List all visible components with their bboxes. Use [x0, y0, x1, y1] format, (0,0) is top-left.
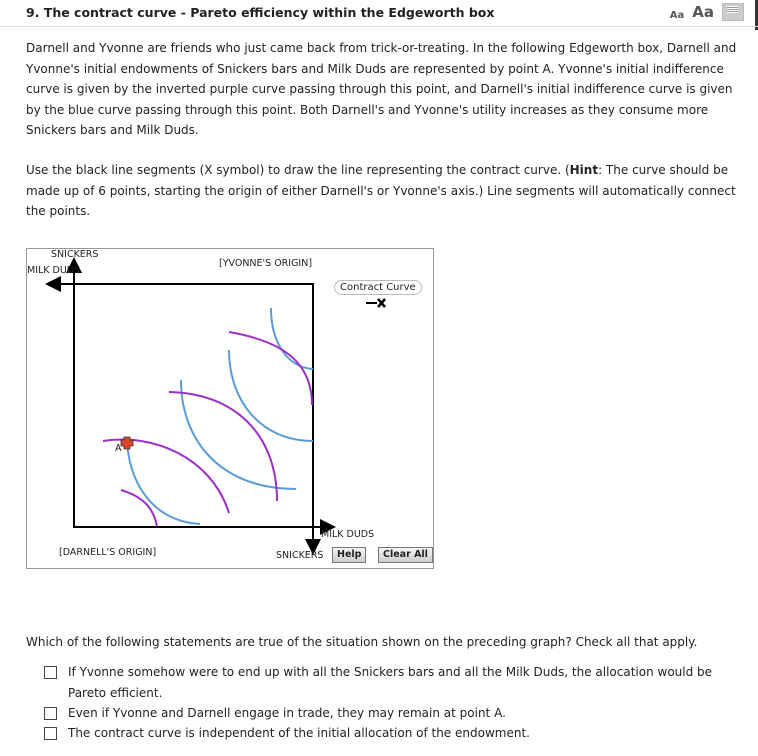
darnell-origin-label: [DARNELL'S ORIGIN]: [59, 547, 157, 558]
checkbox[interactable]: [44, 727, 57, 740]
checkbox[interactable]: [44, 666, 57, 679]
milkduds-top-label: MILK DUDS: [27, 265, 81, 276]
clear-all-button[interactable]: Clear All: [378, 547, 433, 563]
graph-canvas[interactable]: [27, 249, 433, 568]
print-icon[interactable]: [722, 3, 744, 21]
snickers-top-label: SNICKERS: [51, 249, 99, 260]
edgeworth-box-graph[interactable]: [26, 248, 434, 569]
option-3[interactable]: [44, 723, 734, 744]
yvonne-origin-label: [YVONNE'S ORIGIN]: [219, 258, 313, 269]
intro-text: Darnell and Yvonne are friends who just came back from trick-or-treating. In the following Edgeworth box, Darnell and Yvonne's initial endowments of Snickers bars and Milk Duds are represented by point A. Yvonne's initial indifference curve is given by the inverted purple curve passing through this point, and Darnell's initial indifference curve is given by the blue curve passing through this point. Both Darnell's and Yvonne's utility increases as they consume more Snickers bars and Milk Duds.: [26, 41, 737, 137]
instr-pre: Use the black line segments (X symbol) to draw the line representing the contract curve. (: [26, 163, 570, 177]
followup-prompt: Which of the following statements are true of the situation shown on the preceding graph? Check all that apply.: [26, 635, 698, 649]
increase-font-button[interactable]: Aa: [692, 3, 714, 21]
contract-curve-tool-label[interactable]: Contract Curve: [334, 280, 422, 295]
option-label: If Yvonne somehow were to end up with all the Snickers bars and all the Milk Duds, the allocation would be Pareto efficient.: [68, 665, 713, 700]
instr-post: : The curve should be made up of 6 points, starting the origin of either Darnell's or Yvonne's axis.) Line segments will automatically connect the points.: [26, 163, 736, 218]
toolbar: [670, 3, 744, 21]
divider: [0, 26, 758, 27]
yvonne-indifference-curve: [229, 332, 312, 405]
contract-curve-x-icon[interactable]: [378, 299, 385, 307]
question-title: 9. The contract curve - Pareto efficiency within the Edgeworth box: [26, 5, 495, 20]
help-button[interactable]: Help: [332, 547, 366, 563]
darnell-indifference-curve-a: [127, 441, 200, 524]
option-label: The contract curve is independent of the initial allocation of the endowment.: [68, 726, 530, 740]
darnell-indifference-curve: [271, 308, 313, 369]
option-label: Even if Yvonne and Darnell engage in trade, they may remain at point A.: [68, 706, 506, 720]
option-2[interactable]: [44, 703, 734, 724]
point-a-label: A: [115, 443, 122, 454]
hint-label: Hint: [569, 163, 599, 177]
snickers-bottom-label: SNICKERS: [276, 550, 324, 561]
instruction-text: [26, 160, 740, 222]
milkduds-bottom-label: MILK DUDS: [321, 529, 375, 540]
checkbox[interactable]: [44, 707, 57, 720]
decrease-font-button[interactable]: Aa: [669, 10, 685, 21]
option-1[interactable]: [44, 662, 734, 703]
yvonne-indifference-curve: [121, 490, 157, 526]
darnell-indifference-curve: [229, 350, 313, 441]
